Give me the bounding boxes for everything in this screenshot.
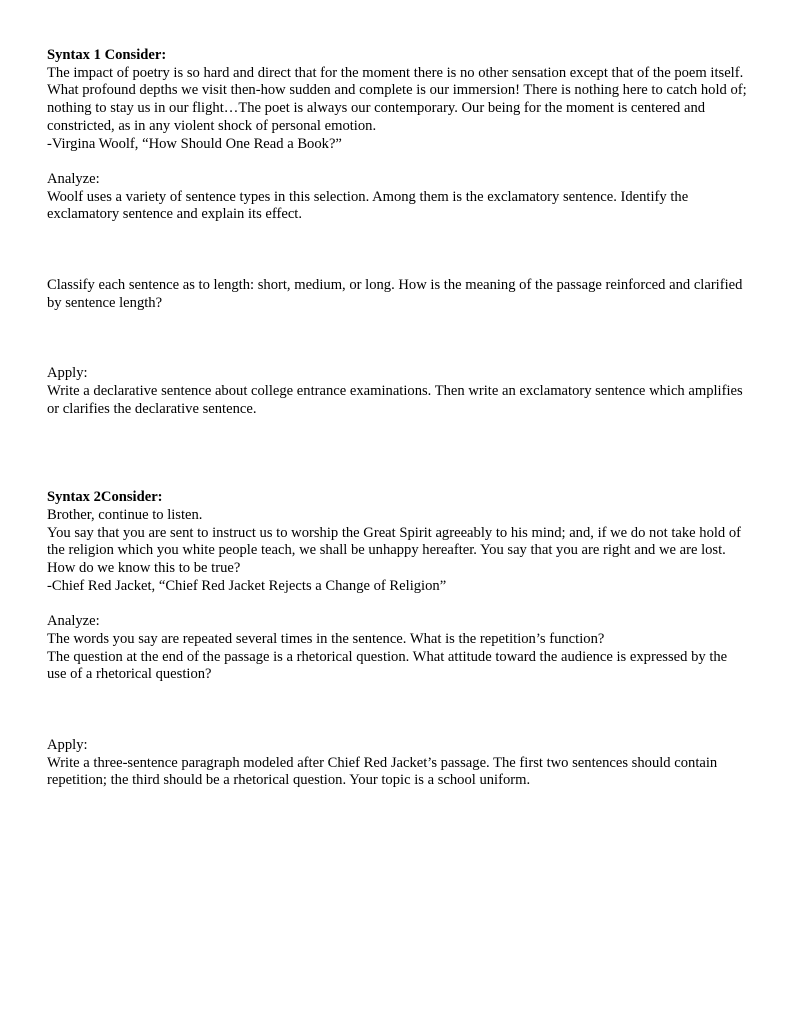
spacer — [47, 224, 747, 277]
spacer — [47, 312, 747, 365]
section2-analyze-label: Analyze: — [47, 613, 100, 630]
section1-analyze-question-1: Woolf uses a variety of sentence types in this selection. Among them is the exclamatory sentence. Identify the exclamatory sentence and explain its effect. — [47, 188, 689, 223]
section1-passage: The impact of poetry is so hard and direct that for the moment there is no other sensation except that of the poem itself. What profound depths we visit then-how sudden and complete is our immersion! There is nothing here to catch hold of; nothing to stay us in our flight…The poet is always our contemporary. Our being for the moment is centered and constricted, as in any violent shock of personal emotion. — [47, 64, 747, 134]
section2-attribution: -Chief Red Jacket, “Chief Red Jacket Rejects a Change of Religion” — [47, 577, 447, 594]
section1-analyze-label: Analyze: — [47, 170, 100, 187]
section1-apply-label: Apply: — [47, 365, 88, 382]
spacer — [47, 684, 747, 737]
spacer — [47, 472, 747, 490]
spacer — [47, 419, 747, 472]
section2-apply-prompt: Write a three-sentence paragraph modeled after Chief Red Jacket’s passage. The first two sentences should contain repetition; the third should be a rhetorical question. Your topic is a school uniform. — [47, 754, 718, 789]
section1-attribution: -Virgina Woolf, “How Should One Read a Book?” — [47, 135, 342, 152]
spacer — [47, 153, 747, 171]
section1-apply-prompt: Write a declarative sentence about college entrance examinations. Then write an exclamatory sentence which amplifies or clarifies the declarative sentence. — [47, 383, 743, 417]
section2-apply-label: Apply: — [47, 736, 88, 753]
section1-heading: Syntax 1 Consider: — [47, 47, 167, 63]
section2-analyze-question-2: The question at the end of the passage is a rhetorical question. What attitude toward the audience is expressed by the use of a rhetorical question? — [47, 648, 728, 683]
section2-analyze-question-1: The words you say are repeated several times in the sentence. What is the repetition’s function? — [47, 630, 605, 647]
section2-passage: You say that you are sent to instruct us to worship the Great Spirit agreeably to his mind; and, if we do not take hold of the religion which you white people teach, we shall be unhappy hereafter. You say that you are right and we are lost. How do we know this to be true? — [47, 524, 742, 577]
section1-analyze-question-2: Classify each sentence as to length: short, medium, or long. How is the meaning of the passage reinforced and clarified by sentence length? — [47, 277, 743, 311]
section2-passage-opening: Brother, continue to listen. — [47, 506, 203, 523]
spacer — [47, 595, 747, 613]
section2-heading: Syntax 2Consider: — [47, 489, 163, 506]
worksheet-page — [47, 47, 747, 790]
